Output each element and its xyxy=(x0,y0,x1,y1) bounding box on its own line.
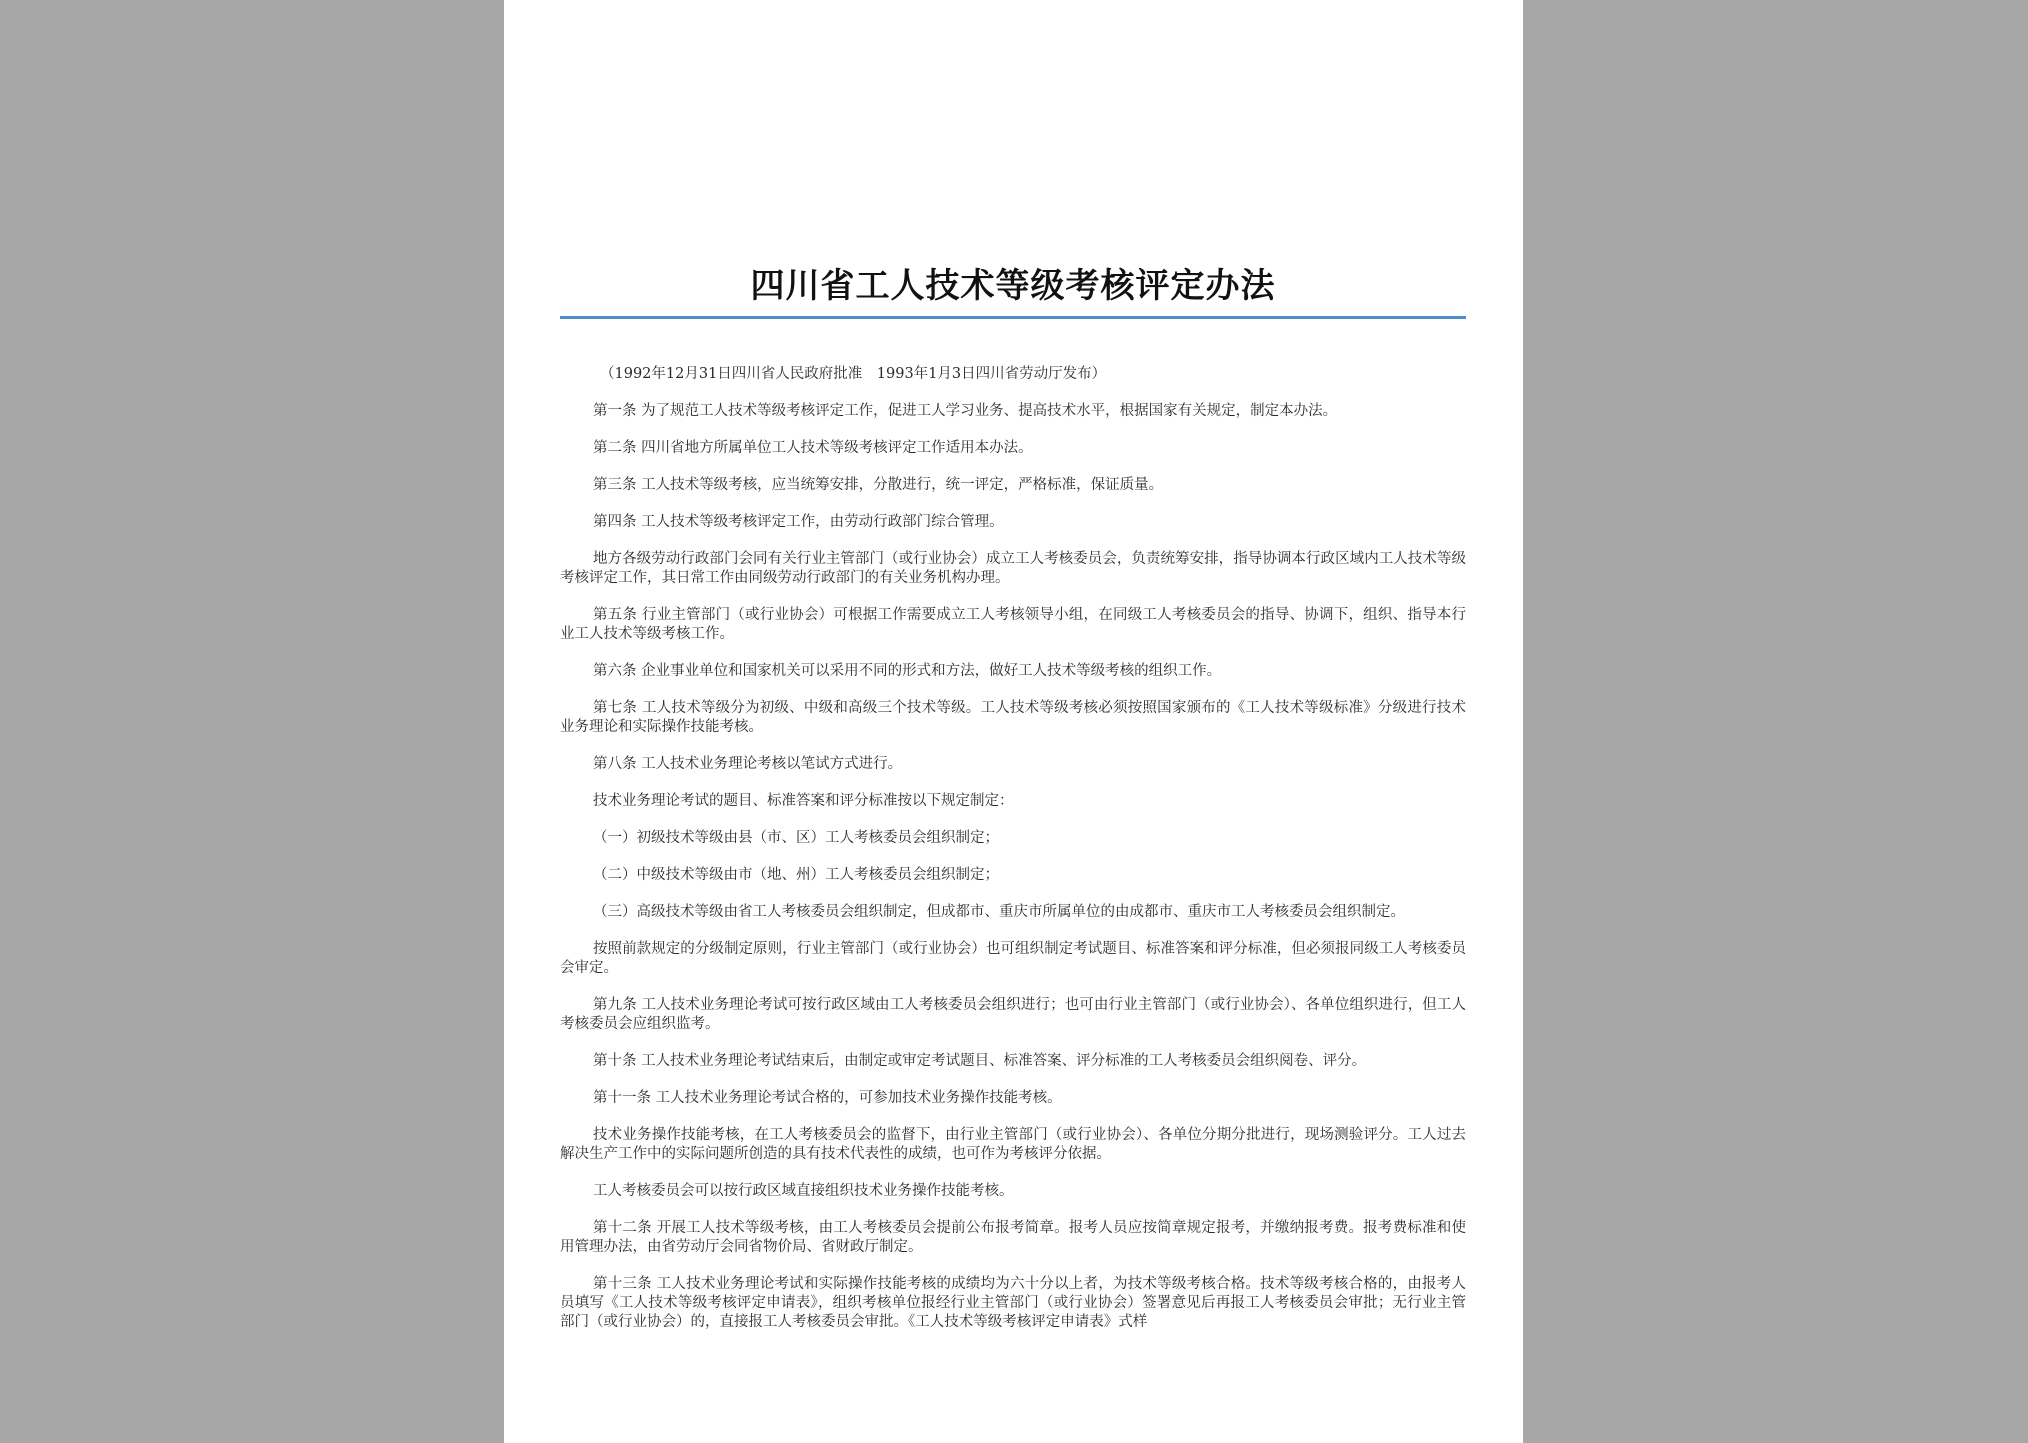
article-paragraph: 第十二条 开展工人技术等级考核，由工人考核委员会提前公布报考简章。报考人员应按简章规定报考，并缴纳报考费。报考费标准和使用管理办法，由省劳动厅会同省物价局、省财政厅制定。 xyxy=(560,1220,1466,1255)
article-paragraph: 第十条 工人技术业务理论考试结束后，由制定或审定考试题目、标准答案、评分标准的工人考核委员会组织阅卷、评分。 xyxy=(593,1053,1367,1069)
article-paragraph: （三）高级技术等级由省工人考核委员会组织制定，但成都市、重庆市所属单位的由成都市、重庆市工人考核委员会组织制定。 xyxy=(593,904,1405,920)
article-paragraph: 第二条 四川省地方所属单位工人技术等级考核评定工作适用本办法。 xyxy=(593,440,1033,456)
article-paragraph: 按照前款规定的分级制定原则，行业主管部门（或行业协会）也可组织制定考试题目、标准答案和评分标准，但必须报同级工人考核委员会审定。 xyxy=(560,941,1466,976)
article-paragraph: 第五条 行业主管部门（或行业协会）可根据工作需要成立工人考核领导小组，在同级工人考核委员会的指导、协调下，组织、指导本行业工人技术等级考核工作。 xyxy=(560,607,1466,642)
approval-note: （1992年12月31日四川省人民政府批准 1993年1月3日四川省劳动厅发布） xyxy=(600,366,1107,382)
article-paragraph: 第十一条 工人技术业务理论考试合格的，可参加技术业务操作技能考核。 xyxy=(593,1090,1062,1106)
article-paragraph: （一）初级技术等级由县（市、区）工人考核委员会组织制定； xyxy=(593,830,999,846)
article-paragraph: 第十三条 工人技术业务理论考试和实际操作技能考核的成绩均为六十分以上者，为技术等级考核合格。技术等级考核合格的，由报考人员填写《工人技术等级考核评定申请表》，组织考核单位报经行业主管部门（或行业协会）签署意见后再报工人考核委员会审批；无行业主管部门（或行业协会）的，直接报工人考核委员会审批。《工人技术等级考核评定申请表》式样 xyxy=(560,1276,1466,1330)
article-paragraph: 第一条 为了规范工人技术等级考核评定工作，促进工人学习业务、提高技术水平，根据国家有关规定，制定本办法。 xyxy=(593,403,1338,419)
article-paragraph: 第八条 工人技术业务理论考核以笔试方式进行。 xyxy=(593,756,903,772)
article-paragraph: 第三条 工人技术等级考核，应当统筹安排，分散进行，统一评定，严格标准，保证质量。 xyxy=(593,477,1164,493)
document-body xyxy=(560,365,1466,1332)
article-paragraph: 第七条 工人技术等级分为初级、中级和高级三个技术等级。工人技术等级考核必须按照国家颁布的《工人技术等级标准》分级进行技术业务理论和实际操作技能考核。 xyxy=(560,700,1466,735)
document-page xyxy=(504,0,1523,1443)
title-divider xyxy=(560,316,1466,319)
article-paragraph: 第九条 工人技术业务理论考试可按行政区域由工人考核委员会组织进行；也可由行业主管部门（或行业协会）、各单位组织进行，但工人考核委员会应组织监考。 xyxy=(560,997,1466,1032)
article-paragraph: 第四条 工人技术等级考核评定工作，由劳动行政部门综合管理。 xyxy=(593,514,1004,530)
article-paragraph: （二）中级技术等级由市（地、州）工人考核委员会组织制定； xyxy=(593,867,999,883)
article-paragraph: 第六条 企业事业单位和国家机关可以采用不同的形式和方法，做好工人技术等级考核的组织工作。 xyxy=(593,663,1222,679)
article-paragraph: 工人考核委员会可以按行政区域直接组织技术业务操作技能考核。 xyxy=(593,1183,1014,1199)
article-paragraph: 技术业务理论考试的题目、标准答案和评分标准按以下规定制定： xyxy=(593,793,1014,809)
article-paragraph: 技术业务操作技能考核，在工人考核委员会的监督下，由行业主管部门（或行业协会）、各单位分期分批进行，现场测验评分。工人过去解决生产工作中的实际问题所创造的具有技术代表性的成绩，也可作为考核评分依据。 xyxy=(560,1127,1466,1162)
article-paragraph: 地方各级劳动行政部门会同有关行业主管部门（或行业协会）成立工人考核委员会，负责统筹安排，指导协调本行政区域内工人技术等级考核评定工作，其日常工作由同级劳动行政部门的有关业务机构办理。 xyxy=(560,551,1466,586)
document-title: 四川省工人技术等级考核评定办法 xyxy=(750,266,1276,306)
